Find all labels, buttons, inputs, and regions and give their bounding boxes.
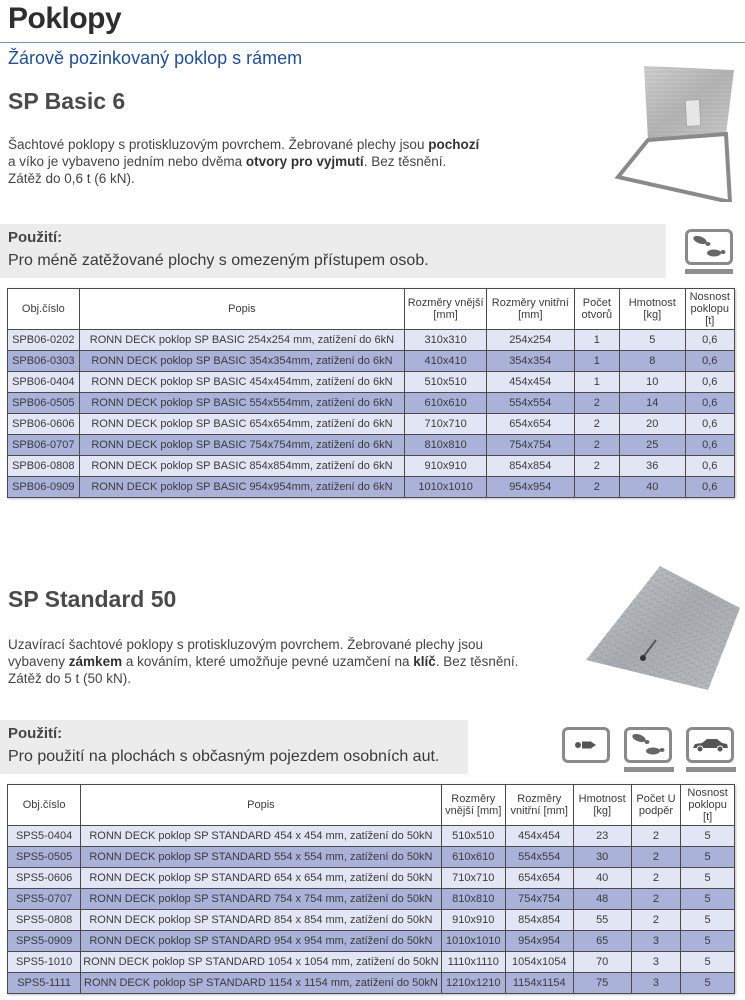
table-row: [8, 889, 735, 910]
value-cell: 5: [681, 868, 735, 889]
value-cell: 14: [620, 393, 686, 414]
description-cell: RONN DECK poklop SP STANDARD 454 x 454 mm, zatížení do 50kN: [81, 826, 441, 847]
value-cell: 810x810: [441, 889, 505, 910]
value-cell: 3: [631, 952, 680, 973]
value-cell: 754x754: [486, 435, 574, 456]
table-row: [8, 414, 735, 435]
usage-icon-car: [686, 727, 736, 772]
value-cell: 954x954: [486, 477, 574, 498]
desc-text: . Bez těsnění.: [363, 154, 447, 169]
value-cell: 40: [620, 477, 686, 498]
desc-text: Šachtové poklopy s protiskluzovým povrchem. Žebrované plechy jsou: [8, 137, 429, 152]
table-row: [8, 435, 735, 456]
order-number-cell: SPS5-0707: [8, 889, 81, 910]
value-cell: 1154x1154: [505, 973, 573, 994]
value-cell: 1: [574, 372, 619, 393]
value-cell: 2: [574, 435, 619, 456]
col-header: Hmotnost [kg]: [620, 289, 686, 330]
value-cell: 0,6: [685, 393, 734, 414]
value-cell: 354x354: [486, 351, 574, 372]
usage-text: Pro méně zatěžované plochy s omezeným přístupem osob.: [8, 252, 429, 269]
value-cell: 1: [574, 351, 619, 372]
usage-text: Pro použití na plochách s občasným pojezdem osobních aut.: [8, 748, 440, 765]
table-header-row: [8, 289, 735, 330]
desc-text: a víko je vybaveno jedním nebo dvěma: [8, 154, 246, 169]
value-cell: 2: [631, 889, 680, 910]
value-cell: 5: [681, 973, 735, 994]
value-cell: 2: [631, 847, 680, 868]
col-header: Počet U podpěr: [631, 785, 680, 826]
footsteps-icon: [685, 229, 733, 265]
usage-box-basic: [0, 224, 666, 278]
value-cell: 610x610: [405, 393, 487, 414]
order-number-cell: SPB06-0404: [8, 372, 80, 393]
value-cell: 1010x1010: [405, 477, 487, 498]
value-cell: 70: [573, 952, 631, 973]
description-cell: RONN DECK poklop SP BASIC 254x254 mm, zatížení do 6kN: [79, 330, 405, 351]
table-row: [8, 931, 735, 952]
order-number-cell: SPS5-0404: [8, 826, 81, 847]
value-cell: 610x610: [441, 847, 505, 868]
desc-text: . Bez těsnění.: [435, 654, 519, 669]
value-cell: 0,6: [685, 330, 734, 351]
value-cell: 1210x1210: [441, 973, 505, 994]
product-title-standard: SP Standard 50: [8, 586, 177, 612]
col-header: Počet otvorů: [574, 289, 619, 330]
value-cell: 2: [574, 414, 619, 435]
table-row: [8, 952, 735, 973]
desc-bold: pochozí: [428, 137, 480, 152]
page-subtitle: Žárově pozinkovaný poklop s rámem: [8, 48, 303, 68]
spec-table-standard: [7, 784, 735, 994]
value-cell: 410x410: [405, 351, 487, 372]
value-cell: 0,6: [685, 477, 734, 498]
value-cell: 5: [681, 931, 735, 952]
value-cell: 310x310: [405, 330, 487, 351]
desc-text: a kováním, které umožňuje pevné uzamčení na: [122, 654, 414, 669]
value-cell: 40: [573, 868, 631, 889]
table-row: [8, 330, 735, 351]
product-description-standard: [8, 636, 518, 687]
value-cell: 5: [681, 826, 735, 847]
value-cell: 854x854: [486, 456, 574, 477]
value-cell: 1: [574, 330, 619, 351]
col-header: Nosnost poklopu [t]: [681, 785, 735, 826]
value-cell: 0,6: [685, 351, 734, 372]
table-row: [8, 973, 735, 994]
description-cell: RONN DECK poklop SP BASIC 354x354mm, zatížení do 6kN: [79, 351, 405, 372]
order-number-cell: SPB06-0303: [8, 351, 80, 372]
col-header: Obj.číslo: [8, 289, 80, 330]
value-cell: 2: [574, 456, 619, 477]
value-cell: 2: [574, 477, 619, 498]
table-row: [8, 847, 735, 868]
value-cell: 1054x1054: [505, 952, 573, 973]
col-header: Popis: [79, 289, 405, 330]
table-row: [8, 826, 735, 847]
description-cell: RONN DECK poklop SP STANDARD 754 x 754 mm, zatížení do 50kN: [81, 889, 441, 910]
usage-icon-group-basic: [685, 229, 733, 274]
value-cell: 554x554: [486, 393, 574, 414]
description-cell: RONN DECK poklop SP BASIC 754x754mm, zatížení do 6kN: [79, 435, 405, 456]
footsteps-icon: [624, 727, 672, 763]
usage-label: Použití:: [8, 229, 63, 246]
value-cell: 854x854: [505, 910, 573, 931]
value-cell: 30: [573, 847, 631, 868]
order-number-cell: SPB06-0808: [8, 456, 80, 477]
value-cell: 810x810: [405, 435, 487, 456]
col-header: Obj.číslo: [8, 785, 81, 826]
value-cell: 2: [631, 826, 680, 847]
key-lock-icon: [562, 727, 610, 763]
usage-box-standard: [0, 720, 468, 774]
value-cell: 0,6: [685, 435, 734, 456]
col-header: Rozměry vnější [mm]: [405, 289, 487, 330]
value-cell: 23: [573, 826, 631, 847]
value-cell: 0,6: [685, 414, 734, 435]
usage-icon-lock: [562, 727, 610, 763]
value-cell: 36: [620, 456, 686, 477]
description-cell: RONN DECK poklop SP STANDARD 854 x 854 mm, zatížení do 50kN: [81, 910, 441, 931]
value-cell: 510x510: [441, 826, 505, 847]
description-cell: RONN DECK poklop SP BASIC 854x854mm, zatížení do 6kN: [79, 456, 405, 477]
col-header: Rozměry vnější [mm]: [441, 785, 505, 826]
product-photo-basic: [608, 62, 740, 202]
value-cell: 1110x1110: [441, 952, 505, 973]
col-header: Rozměry vnitřní [mm]: [505, 785, 573, 826]
value-cell: 0,6: [685, 372, 734, 393]
description-cell: RONN DECK poklop SP BASIC 954x954mm, zatížení do 6kN: [79, 477, 405, 498]
col-header: Rozměry vnitřní [mm]: [486, 289, 574, 330]
value-cell: 20: [620, 414, 686, 435]
table-row: [8, 477, 735, 498]
order-number-cell: SPB06-0202: [8, 330, 80, 351]
value-cell: 454x454: [486, 372, 574, 393]
order-number-cell: SPS5-0808: [8, 910, 81, 931]
icon-underline: [685, 269, 733, 274]
desc-bold: klíč: [413, 654, 436, 669]
usage-label: Použití:: [8, 725, 63, 742]
value-cell: 910x910: [441, 910, 505, 931]
table-row: [8, 351, 735, 372]
value-cell: 2: [574, 393, 619, 414]
col-header: Hmotnost [kg]: [573, 785, 631, 826]
desc-text: Zátěž do 5 t (50 kN).: [8, 671, 132, 686]
value-cell: 55: [573, 910, 631, 931]
page-title: Poklopy: [8, 2, 122, 35]
value-cell: 654x654: [505, 868, 573, 889]
value-cell: 5: [620, 330, 686, 351]
value-cell: 454x454: [505, 826, 573, 847]
table-row: [8, 910, 735, 931]
value-cell: 954x954: [505, 931, 573, 952]
table-row: [8, 372, 735, 393]
table-row: [8, 868, 735, 889]
value-cell: 25: [620, 435, 686, 456]
spec-table-basic: [7, 288, 735, 498]
desc-text: Zátěž do 0,6 t (6 kN).: [8, 171, 135, 186]
order-number-cell: SPB06-0909: [8, 477, 80, 498]
order-number-cell: SPS5-0505: [8, 847, 81, 868]
car-icon: [686, 727, 734, 763]
value-cell: 5: [681, 910, 735, 931]
order-number-cell: SPB06-0606: [8, 414, 80, 435]
usage-icon-footsteps: [624, 727, 674, 772]
description-cell: RONN DECK poklop SP STANDARD 654 x 654 mm, zatížení do 50kN: [81, 868, 441, 889]
value-cell: 710x710: [405, 414, 487, 435]
value-cell: 5: [681, 952, 735, 973]
value-cell: 10: [620, 372, 686, 393]
col-header: Popis: [81, 785, 441, 826]
description-cell: RONN DECK poklop SP STANDARD 554 x 554 mm, zatížení do 50kN: [81, 847, 441, 868]
value-cell: 5: [681, 889, 735, 910]
product-photo-standard: [582, 562, 742, 702]
description-cell: RONN DECK poklop SP BASIC 554x554mm, zatížení do 6kN: [79, 393, 405, 414]
value-cell: 65: [573, 931, 631, 952]
desc-bold: otvory pro vyjmutí: [245, 154, 364, 169]
table-row: [8, 456, 735, 477]
value-cell: 910x910: [405, 456, 487, 477]
value-cell: 254x254: [486, 330, 574, 351]
order-number-cell: SPS5-0909: [8, 931, 81, 952]
description-cell: RONN DECK poklop SP BASIC 654x654mm, zatížení do 6kN: [79, 414, 405, 435]
value-cell: 8: [620, 351, 686, 372]
desc-bold: zámkem: [68, 654, 123, 669]
col-header: Nosnost poklopu [t]: [685, 289, 734, 330]
icon-underline: [624, 767, 674, 772]
value-cell: 75: [573, 973, 631, 994]
order-number-cell: SPS5-1010: [8, 952, 81, 973]
order-number-cell: SPB06-0505: [8, 393, 80, 414]
value-cell: 654x654: [486, 414, 574, 435]
table-header-row: [8, 785, 735, 826]
value-cell: 754x754: [505, 889, 573, 910]
table-row: [8, 393, 735, 414]
value-cell: 1010x1010: [441, 931, 505, 952]
description-cell: RONN DECK poklop SP STANDARD 1154 x 1154 mm, zatížení do 50kN: [81, 973, 441, 994]
title-divider: [0, 42, 745, 43]
product-title-basic: SP Basic 6: [8, 88, 126, 114]
order-number-cell: SPS5-0606: [8, 868, 81, 889]
value-cell: 510x510: [405, 372, 487, 393]
product-description-basic: [8, 136, 479, 187]
value-cell: 2: [631, 868, 680, 889]
value-cell: 0,6: [685, 456, 734, 477]
value-cell: 48: [573, 889, 631, 910]
value-cell: 3: [631, 931, 680, 952]
icon-underline: [686, 767, 736, 772]
description-cell: RONN DECK poklop SP STANDARD 954 x 954 mm, zatížení do 50kN: [81, 931, 441, 952]
order-number-cell: SPS5-1111: [8, 973, 81, 994]
description-cell: RONN DECK poklop SP STANDARD 1054 x 1054 mm, zatížení do 50kN: [81, 952, 441, 973]
value-cell: 3: [631, 973, 680, 994]
desc-text: vybaveny: [8, 654, 69, 669]
value-cell: 2: [631, 910, 680, 931]
order-number-cell: SPB06-0707: [8, 435, 80, 456]
value-cell: 5: [681, 847, 735, 868]
desc-text: Uzavírací šachtové poklopy s protiskluzovým povrchem. Žebrované plechy jsou: [8, 637, 483, 652]
description-cell: RONN DECK poklop SP BASIC 454x454mm, zatížení do 6kN: [79, 372, 405, 393]
value-cell: 554x554: [505, 847, 573, 868]
value-cell: 710x710: [441, 868, 505, 889]
